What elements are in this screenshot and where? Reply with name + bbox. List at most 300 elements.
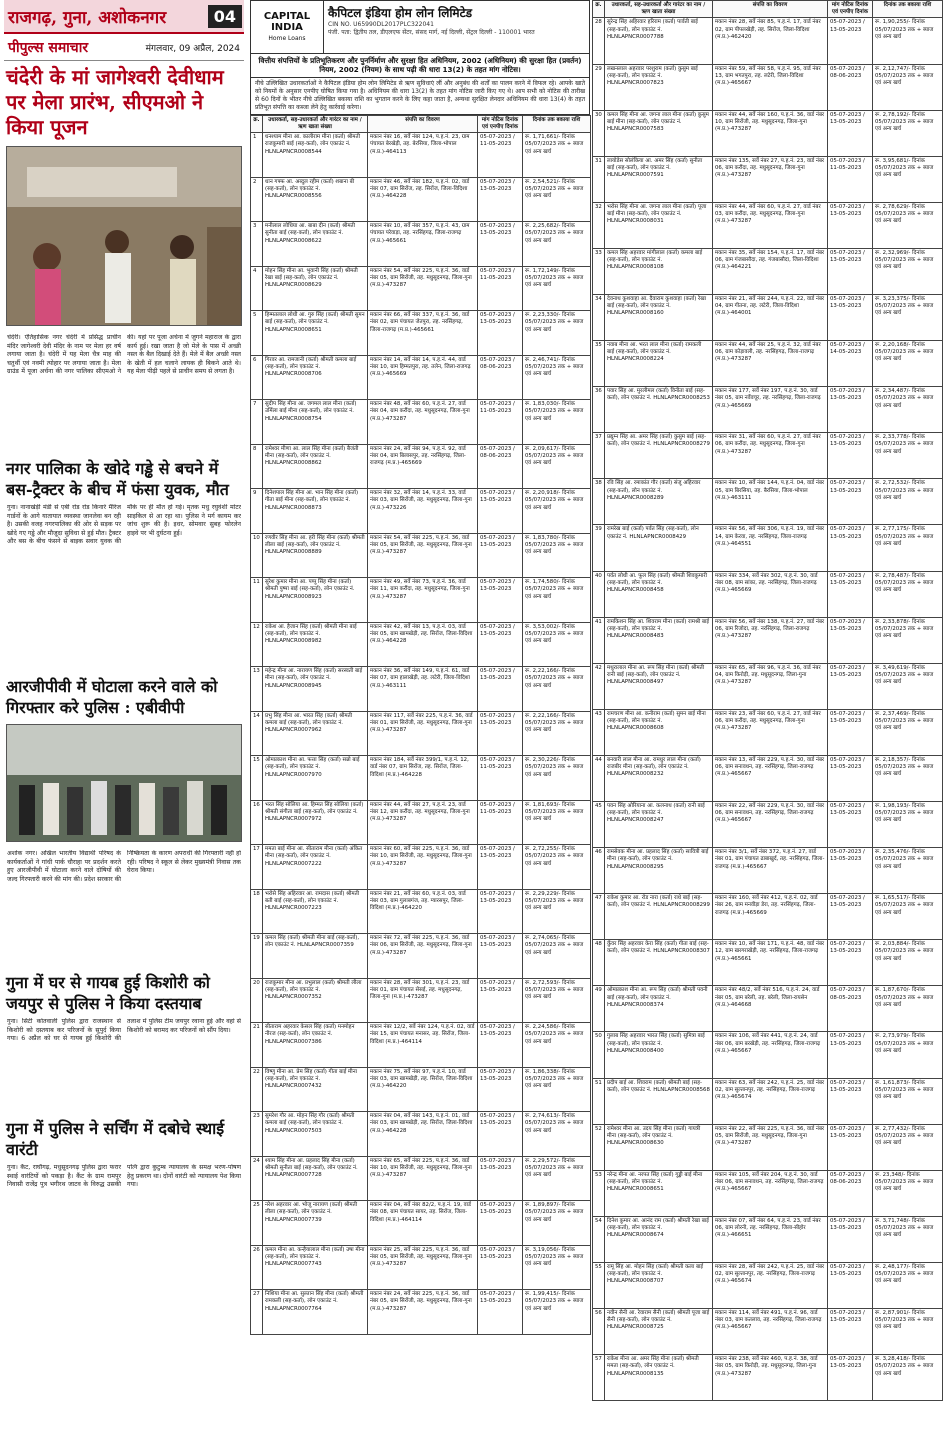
cell-amount: रू. 1,98,193/- दिनांक 05/07/2023 तक + ब्याज एवं अन्य खर्च bbox=[873, 802, 943, 848]
table-row bbox=[251, 889, 591, 934]
cell-dates: 05-07-2023 / 13-05-2023 bbox=[478, 177, 523, 222]
cell-dates: 05-07-2023 / 13-05-2023 bbox=[828, 571, 873, 617]
cell-serial: 41 bbox=[593, 617, 605, 663]
cell-dates: 05-07-2023 / 13-05-2023 bbox=[828, 248, 873, 294]
table-row bbox=[593, 18, 943, 64]
story1-headline: चंदेरी के मां जागेश्वरी देवीधाम पर मेला प्रारंभ, सीएमओ ने किया पूजन bbox=[6, 65, 224, 139]
cell-borrower: राकेश आ. हैजान सिंह (कर्ता) श्रीमती मीना बाई (सह-कर्ता), लोन एकाउंट नं. HLNLAPNCR0008982 bbox=[263, 622, 368, 667]
cell-amount: रू. 2,30,226/- दिनांक 05/07/2023 तक + ब्याज एवं अन्य खर्च bbox=[523, 756, 591, 801]
cell-property: मकान नंबर 21, सर्वे नंबर 244, प.ह.नं. 22, वार्ड नंबर 04, ग्राम गीतना, तह. लटेरी, जिला-विदिशा (म.प्र.)-464001 bbox=[713, 294, 828, 340]
story2-headline: नगर पालिका के खोदे गड्ढे से बचने में बस-ट्रैक्टर के बीच में फंसा युवक, मौत bbox=[6, 459, 229, 499]
cell-amount: रू. 23,348/- दिनांक 05/07/2023 तक + ब्याज एवं अन्य खर्च bbox=[873, 1170, 943, 1216]
cell-serial: 32 bbox=[593, 202, 605, 248]
table-row bbox=[593, 248, 943, 294]
cell-dates: 05-07-2023 / 13-05-2023 bbox=[828, 709, 873, 755]
cell-property: मकान नंबर 135, सर्वे नंबर 27, प.ह.नं. 23, वार्ड नंबर 06, ग्राम करौंदा, तह. मधुसूदनगढ़, जिला-गुना (म.प्र.)-473287 bbox=[713, 156, 828, 202]
story4-headline: गुना में घर से गायब हुई किशोरी को जयपुर से पुलिस ने किया दस्तयाब bbox=[6, 973, 210, 1013]
cell-amount: रू. 2,32,969/- दिनांक 05/07/2023 तक + ब्याज एवं अन्य खर्च bbox=[873, 248, 943, 294]
cell-borrower: हिम्मतलाल लोधी आ. गुरु सिंह (कर्ता) श्रीमती सुमन बाई (सह-कर्ता), लोन एकाउंट नं. HLNLAPNCR0008651 bbox=[263, 311, 368, 356]
cell-amount: रू. 1,65,517/- दिनांक 05/07/2023 तक + ब्याज एवं अन्य खर्च bbox=[873, 894, 943, 940]
cell-borrower: रामेश्वर मीना आ. उदय सिंह मीना (कर्ता) गायत्री मीना (सह-कर्ता), लोन एकाउंट नं. HLNLAPNCR0008630 bbox=[605, 1124, 713, 1170]
cell-amount: रू. 2,78,487/- दिनांक 05/07/2023 तक + ब्याज एवं अन्य खर्च bbox=[873, 571, 943, 617]
cell-serial: 31 bbox=[593, 156, 605, 202]
table-row bbox=[251, 711, 591, 756]
table-row bbox=[593, 894, 943, 940]
company-logo bbox=[251, 11, 323, 44]
cell-property: मकान नंबर 44, सर्वे नंबर 25, प.ह.नं. 32, वार्ड नंबर 06, ग्राम कोड़ावली, तह. नरसिंहगढ़, जिला-राजगढ़ (म.प्र.)-473287 bbox=[713, 341, 828, 387]
cell-dates: 05-07-2023 / 13-05-2023 bbox=[828, 894, 873, 940]
cell-property: मकान नंबर 56, सर्वे नंबर 138, प.ह.नं. 27, वार्ड नंबर 06, ग्राम रिजोदा, तह. नरसिंहगढ़, जिला-राजगढ़ (म.प्र.)-473287 bbox=[713, 617, 828, 663]
cell-property: मकान नंबर 117, सर्वे नंबर 225, प.ह.नं. 36, वार्ड नंबर 01, ग्राम सिरोंजी, तह. मधुसूदनगढ़, जिला-गुना (म.प्र.)-473287 bbox=[368, 711, 478, 756]
story2-body: गुना। नानाखेड़ी मंडी से एबी रोड रोड किनारे मैरिज गार्डनों के आगे यातायात व्यवस्था जानलेवा बन रही है। उसकी वजह नगरपालिका की ओर से सड़क पर खोदे गए गड्ढे और मौजूदा सुविधा से हुई मौत। ट्रैक्टर और बस के बीच फंसने से बाइक सवार युवक की मौके पर ही मौत हो गई। मृतक मधु रघुवंशी मोटर साइकिल से आ रहा था। पुलिस ने मर्ग कायम कर जांच शुरू की है। इधर, सोमवार सुबह फोरलेन हाइवे पर भी दुर्घटना हुई। bbox=[7, 504, 241, 546]
cell-serial: 10 bbox=[251, 533, 263, 578]
table-row bbox=[251, 133, 591, 178]
cell-dates: 05-07-2023 / 13-05-2023 bbox=[828, 1216, 873, 1262]
cell-serial: 8 bbox=[251, 444, 263, 489]
cell-borrower: ओमप्रकाश मीना आ. फत्ता सिंह (कर्ता) सन्नो बाई (सह-कर्ता), लोन एकाउंट नं. HLNLAPNCR0007970 bbox=[263, 756, 368, 801]
cell-serial: 43 bbox=[593, 709, 605, 755]
table-row bbox=[251, 845, 591, 890]
cell-dates: 05-07-2023 / 13-05-2023 bbox=[828, 940, 873, 986]
cell-amount: रू. 2,20,168/- दिनांक 05/07/2023 तक + ब्याज एवं अन्य खर्च bbox=[873, 341, 943, 387]
cell-serial: 53 bbox=[593, 1170, 605, 1216]
cell-amount: रू. 1,87,670/- दिनांक 05/07/2023 तक + ब्याज एवं अन्य खर्च bbox=[873, 986, 943, 1032]
cell-amount: रू. 1,86,338/- दिनांक 05/07/2023 तक + ब्याज एवं अन्य खर्च bbox=[523, 1067, 591, 1112]
cell-property: मकान नंबर 54, सर्वे नंबर 225, प.ह.नं. 36, वार्ड नंबर 05, ग्राम सिरोंजी, तह. मधुसूदनगढ़, जिला-गुना (म.प्र.)-473287 bbox=[368, 533, 478, 578]
cell-amount: रू. 2,22,166/- दिनांक 05/07/2023 तक + ब्याज एवं अन्य खर्च bbox=[523, 711, 591, 756]
cell-amount: रू. 2,37,469/- दिनांक 05/07/2023 तक + ब्याज एवं अन्य खर्च bbox=[873, 709, 943, 755]
cell-amount: रू. 1,90,255/- दिनांक 05/07/2023 तक + ब्याज एवं अन्य खर्च bbox=[873, 18, 943, 64]
table-row bbox=[593, 294, 943, 340]
table-row bbox=[251, 578, 591, 623]
story5-body: गुना। कैंट, राघौगढ़, मधुसूदनगढ़ पुलिस द्वारा फरार स्थाई वारंटियों को पकड़ा है। कैंट के ग्राम रामपुर निवासी राजेंद्र पुत्र भगीरथ जाटव के विरुद्ध उसकी पत्नि द्वारा कुटुम्ब न्यायालय के समक्ष भरण-पोषण हेतु प्रकरण था। दोनों वारंटी को न्यायालय पेश किया गया। bbox=[7, 1164, 241, 1189]
table-row bbox=[593, 617, 943, 663]
cell-amount: रू. 2,46,741/- दिनांक 05/07/2023 तक + ब्याज एवं अन्य खर्च bbox=[523, 355, 591, 400]
cell-amount: रू. 2,72,593/- दिनांक 05/07/2023 तक + ब्याज एवं अन्य खर्च bbox=[523, 978, 591, 1023]
cell-borrower: गुलाब सिंह अहरवार भारत सिंह (कर्ता) सुमित्रा बाई (सह-कर्ता), लोन एकाउंट नं. HLNLAPNCR0008400 bbox=[605, 1032, 713, 1078]
cell-property: मकान नंबर 24, सर्वे नंबर 94, प.ह.नं. 92, वार्ड नंबर 04, ग्राम बिलासपुर, तह. नरसिंहगढ़, जिला-राजगढ़ (म.प्र.)-465669 bbox=[368, 444, 478, 489]
cell-serial: 47 bbox=[593, 894, 605, 940]
table-row bbox=[593, 709, 943, 755]
cell-borrower: राकेश कुमार आ. रोड नारा (कर्ता) राधे बाई (सह-कर्ता), लोन एकाउंट नं. HLNLAPNCR0008299 bbox=[605, 894, 713, 940]
cell-amount: रू. 3,53,002/- दिनांक 05/07/2023 तक + ब्याज एवं अन्य खर्च bbox=[523, 622, 591, 667]
table-row bbox=[251, 1245, 591, 1290]
cell-amount: रू. 3,49,619/- दिनांक 05/07/2023 तक + ब्याज एवं अन्य खर्च bbox=[873, 663, 943, 709]
cell-amount: रू. 2,74,613/- दिनांक 05/07/2023 तक + ब्याज एवं अन्य खर्च bbox=[523, 1112, 591, 1157]
cell-amount: रू. 2,23,330/- दिनांक 05/07/2023 तक + ब्याज एवं अन्य खर्च bbox=[523, 311, 591, 356]
cell-property: मकान नंबर 44, सर्वे नंबर 60, प.ह.नं. 27, वार्ड नंबर 03, ग्राम करौंदा, तह. मधुसूदनगढ़, जिला-गुना (म.प्र.)-473287 bbox=[713, 202, 828, 248]
cell-property: मकान नंबर 12/2, सर्वे नंबर 124, प.ह.नं. 02, वार्ड नंबर 15, ग्राम पंचायत मनासर, तह. सिरोंज, जिला-विदिशा (म.प्र.)-464114 bbox=[368, 1023, 478, 1068]
cell-serial: 4 bbox=[251, 266, 263, 311]
cell-property: मकान नंबर 3/1, सर्वे नंबर 372, प.ह.नं. 27, वार्ड नंबर 01, ग्राम पंचायत ढाबाखुर्द, तह. नरसिंहगढ़, जिला-राजगढ़ (म.प्र.)-465667 bbox=[713, 848, 828, 894]
table-row bbox=[251, 1023, 591, 1068]
col-header-no: क्र. bbox=[593, 1, 605, 18]
cell-serial: 35 bbox=[593, 341, 605, 387]
protest-photo bbox=[6, 724, 242, 842]
cell-borrower: मोहन सिंह मीना आ. भुवानी सिंह (कर्ता) श्रीमती रेखा बाई (सह-कर्ता), लोन एकाउंट नं. HLNLAPNCR0008629 bbox=[263, 266, 368, 311]
table-row bbox=[593, 156, 943, 202]
cell-serial: 57 bbox=[593, 1355, 605, 1401]
logo-subtext: Home Loans bbox=[268, 34, 306, 42]
table-row bbox=[593, 571, 943, 617]
cell-serial: 39 bbox=[593, 525, 605, 571]
table-row bbox=[593, 1032, 943, 1078]
cell-borrower: कमल सिंह अहरवार मांगीलाल (कर्ता) कमला बाई (सह-कर्ता), लोन एकाउंट नं. HLNLAPNCR0008108 bbox=[605, 248, 713, 294]
cell-amount: रू. 2,20,918/- दिनांक 05/07/2023 तक + ब्याज एवं अन्य खर्च bbox=[523, 489, 591, 534]
cell-dates: 05-07-2023 / 13-05-2023 bbox=[478, 222, 523, 267]
cell-dates: 05-07-2023 / 08-05-2023 bbox=[828, 986, 873, 1032]
cell-property: मकान नंबर 25, सर्वे नंबर 225, प.ह.नं. 36, वार्ड नंबर 05, ग्राम सिरोंजी, तह. मधुसूदनगढ़, जिला-गुना (म.प्र.)-473287 bbox=[368, 1245, 478, 1290]
table-row bbox=[251, 756, 591, 801]
cell-amount: रू. 3,95,681/- दिनांक 05/07/2023 तक + ब्याज एवं अन्य खर्च bbox=[873, 156, 943, 202]
table-row bbox=[593, 940, 943, 986]
cell-serial: 6 bbox=[251, 355, 263, 400]
cell-borrower: राजकुमार मीना आ. प्रभुलाल (कर्ता) श्रीमती लीला (सह-कर्ता), लोन एकाउंट नं. HLNLAPNCR0007352 bbox=[263, 978, 368, 1023]
cell-serial: 29 bbox=[593, 64, 605, 110]
cell-dates: 05-07-2023 / 13-05-2023 bbox=[478, 1201, 523, 1246]
cell-dates: 05-07-2023 / 13-05-2023 bbox=[828, 294, 873, 340]
table-row bbox=[251, 355, 591, 400]
cell-borrower: रामकिशन सिंह आ. शिवराम मीना (कर्ता) रामश्री बाई (सह-कर्ता), लोन एकाउंट नं. HLNLAPNCR0008483 bbox=[605, 617, 713, 663]
cell-amount: रू. 2,48,177/- दिनांक 05/07/2023 तक + ब्याज एवं अन्य खर्च bbox=[873, 1262, 943, 1308]
cell-amount: रू. 2,12,747/- दिनांक 05/07/2023 तक + ब्याज एवं अन्य खर्च bbox=[873, 64, 943, 110]
table-row bbox=[251, 1156, 591, 1201]
date-line: मंगलवार, 09 अप्रैल, 2024 bbox=[145, 43, 240, 54]
cell-serial: 36 bbox=[593, 387, 605, 433]
table-row bbox=[251, 311, 591, 356]
cell-amount: रू. 3,71,748/- दिनांक 05/07/2023 तक + ब्याज एवं अन्य खर्च bbox=[873, 1216, 943, 1262]
cell-dates: 05-07-2023 / 13-05-2023 bbox=[828, 387, 873, 433]
cell-borrower: मनीलाल लोधिया आ. बाबा दीन (कर्ता) श्रीमती सुनीता बाई (सह-कर्ता), लोन एकाउंट नं. HLNLAPNCR0008622 bbox=[263, 222, 368, 267]
cell-serial: 49 bbox=[593, 986, 605, 1032]
cell-borrower: ओमप्रकाश मीना आ. रूप सिंह (कर्ता) श्रीमती पवनी बाई (सह-कर्ता), लोन एकाउंट नं. HLNLAPNCR0008374 bbox=[605, 986, 713, 1032]
table-row bbox=[251, 1290, 591, 1335]
cell-serial: 30 bbox=[593, 110, 605, 156]
cell-borrower: प्रदीप बाई आ. शिवराम (कर्ता) श्रीमती बाई (सह-कर्ता), लोन एकाउंट नं. HLNLAPNCR0008568 bbox=[605, 1078, 713, 1124]
cell-property: मकान नंबर 75, सर्वे नंबर 97, प.ह.नं. 10, वार्ड नंबर 03, ग्राम खामखेड़ी, तह. सिरोंज, जिला-विदिशा (म.प्र.)-464220 bbox=[368, 1067, 478, 1112]
region-title: राजगढ़, गुना, अशोकनगर bbox=[8, 7, 167, 28]
cell-amount: रू. 1,74,580/- दिनांक 05/07/2023 तक + ब्याज एवं अन्य खर्च bbox=[523, 578, 591, 623]
story4-body: गुना। सिटी कोतवाली पुलिस द्वारा राजस्थान से किशोरी को दस्तयाब कर परिजनों के सुपुर्द किया गया। 6 अप्रैल को घर से गायब हुई किशोरी की तलाश में पुलिस टीम जयपुर रवाना हुई और वहां से किशोरी को बरामद कर परिजनों को सौंप दिया। bbox=[7, 1018, 241, 1043]
cell-borrower: नरेश अहरवार आ. भोजू नारायण (कर्ता) श्रीमती लीला (सह-कर्ता), लोन एकाउंट नं. HLNLAPNCR0007739 bbox=[263, 1201, 368, 1246]
cell-property: मकान नंबर 28, सर्वे नंबर 242, प.ह.नं. 25, वार्ड नंबर 02, ग्राम सुल्तानपुर, तह. नरसिंहगढ़, जिला-राजगढ़ (म.प्र.)-465674 bbox=[713, 1262, 828, 1308]
cell-serial: 11 bbox=[251, 578, 263, 623]
table-row bbox=[593, 341, 943, 387]
masthead bbox=[4, 34, 244, 61]
table-row bbox=[251, 533, 591, 578]
cell-property: मकान नंबर 35, सर्वे नंबर 154, प.ह.नं. 17, वार्ड नंबर 06, ग्राम गंजबासौदा, तह. गंजबासौदा, जिला-विदिशा (म.प्र.)-464221 bbox=[713, 248, 828, 294]
cell-dates: 05-07-2023 / 13-05-2023 bbox=[828, 755, 873, 801]
table-row bbox=[251, 1112, 591, 1157]
cell-property: मकान नंबर 48, सर्वे नंबर 60, प.ह.नं. 27, वार्ड नंबर 04, ग्राम करौंदा, तह. मधुसूदनगढ़, जिला-गुना (म.प्र.)-473287 bbox=[368, 400, 478, 445]
cell-property: मकान नंबर 59, सर्वे नंबर 58, प.ह.नं. 95, वार्ड नंबर 13, ग्राम भगतपुरा, तह. लटेरी, जिला-विदिशा (म.प्र.)-465667 bbox=[713, 64, 828, 110]
cell-borrower: निशिया मीना आ. सुल्तान सिंह मीना (कर्ता) श्रीमती रामकली (सह-कर्ता), लोन एकाउंट नं. HLNLAPNCR0007764 bbox=[263, 1290, 368, 1335]
table-row bbox=[251, 1067, 591, 1112]
cell-property: मकान नंबर 23, सर्वे नंबर 60, प.ह.नं. 27, वार्ड नंबर 06, ग्राम करौंदा, तह. मधुसूदनगढ़, जिला-गुना (म.प्र.)-473287 bbox=[713, 709, 828, 755]
cell-dates: 05-07-2023 / 08-06-2023 bbox=[478, 444, 523, 489]
cell-dates: 05-07-2023 / 13-05-2023 bbox=[828, 663, 873, 709]
cell-serial: 24 bbox=[251, 1156, 263, 1201]
cell-serial: 25 bbox=[251, 1201, 263, 1246]
table-row bbox=[251, 800, 591, 845]
notice-header bbox=[250, 0, 590, 115]
cell-property: मकान नंबर 07, सर्वे नंबर 64, प.ह.नं. 23, वार्ड नंबर 06, ग्राम लोरनी, तह. नरसिंहगढ़, जिला-सीहोर (म.प्र.)-466651 bbox=[713, 1216, 828, 1262]
cell-dates: 05-07-2023 / 13-05-2023 bbox=[478, 622, 523, 667]
cell-borrower: पवन सिंह ओरियाना आ. कलनाथ (कर्ता) रानी बाई (सह-कर्ता), लोन एकाउंट नं. HLNLAPNCR0008247 bbox=[605, 802, 713, 848]
notice-continuation bbox=[592, 0, 942, 1401]
cell-borrower: नवाब मीना आ. भरत लाल मीना (कर्ता) रामकली बाई (सह-कर्ता), लोन एकाउंट नं. HLNLAPNCR0008224 bbox=[605, 341, 713, 387]
cell-property: मकान नंबर 10, सर्वे नंबर 171, प.ह.नं. 48, वार्ड नंबर 12, ग्राम खरगराखेड़ी, तह. नरसिंहगढ़, जिला-राजगढ़ (म.प्र.)-465661 bbox=[713, 940, 828, 986]
cell-property: मकान नंबर 32, सर्वे नंबर 14, प.ह.नं. 33, वार्ड नंबर 03, ग्राम सिरोंजी, तह. मधुसूदनगढ़, जिला-गुना (म.प्र.)-473226 bbox=[368, 489, 478, 534]
cell-dates: 05-07-2023 / 13-05-2023 bbox=[828, 433, 873, 479]
cell-amount: रू. 2,72,532/- दिनांक 05/07/2023 तक + ब्याज एवं अन्य खर्च bbox=[873, 479, 943, 525]
table-row bbox=[593, 433, 943, 479]
notice-intro: नीचे उल्लिखित उधारकर्ताओं ने कैपिटल इंडिया होम लोन लिमिटेड से ऋण सुविधाएं लीं और अनुबंध की शर्तों का पालन करने में विफल रहे। आपके खाते को नियमों के अनुसार एनपीए घोषित किया गया है। अधिनियम की धारा 13(2) के तहत मांग नोटिस जारी किए गए थे। आप सभी को नोटिस की तारीख से 60 दिनों के भीतर नीचे उल्लिखित बकाया राशि का भुगतान करने के लिए कहा जाता है, अन्यथा सुरक्षित लेनदार अधिनियम की धारा 13(4) के तहत प्रतिभूत संपत्ति का कब्जा लेने हेतु कार्रवाई करेगा। bbox=[255, 79, 585, 111]
cell-dates: 05-07-2023 / 08-06-2023 bbox=[828, 1170, 873, 1216]
cell-serial: 16 bbox=[251, 800, 263, 845]
cell-amount: रू. 1,61,873/- दिनांक 05/07/2023 तक + ब्याज एवं अन्य खर्च bbox=[873, 1078, 943, 1124]
logo-text: CAPITAL INDIA bbox=[263, 10, 311, 33]
cell-serial: 38 bbox=[593, 479, 605, 525]
table-row bbox=[251, 1201, 591, 1246]
cell-borrower: दिनेश कुमार आ. आनंद राम (कर्ता) श्रीमती रेखा बाई (सह-कर्ता), लोन एकाउंट नं. HLNLAPNCR0008674 bbox=[605, 1216, 713, 1262]
cell-property: मकान नंबर 16, सर्वे नंबर 124, प.ह.नं. 23, ग्राम पंचायत बेरखेड़ी, तह. बेरसिया, जिला-भोपाल (म.प्र.)-464113 bbox=[368, 133, 478, 178]
cell-amount: रू. 2,34,487/- दिनांक 05/07/2023 तक + ब्याज एवं अन्य खर्च bbox=[873, 387, 943, 433]
cell-borrower: बनवारी लाल मीना आ. रामधुर लाल मीना (कर्ता) राजबीर मीना (सह-कर्ता), लोन एकाउंट नं. HLNLAPNCR0008232 bbox=[605, 755, 713, 801]
cell-borrower: रामसेवक मीना आ. प्रहलाद सिंह (कर्ता) सावित्री बाई मीना (सह-कर्ता), लोन एकाउंट नं. HLNLAPNCR0008295 bbox=[605, 848, 713, 894]
cell-amount: रू. 1,99,415/- दिनांक 05/07/2023 तक + ब्याज एवं अन्य खर्च bbox=[523, 1290, 591, 1335]
cell-borrower: देवनाथ कुशवाहा आ. दैवाराम कुशवाहा (कर्ता) रेखा बाई (सह-कर्ता), लोन एकाउंट नं. HLNLAPNCR0008160 bbox=[605, 294, 713, 340]
cell-dates: 05-07-2023 / 13-05-2023 bbox=[478, 889, 523, 934]
table-row bbox=[251, 667, 591, 712]
cell-amount: रू. 1,89,897/- दिनांक 05/07/2023 तक + ब्याज एवं अन्य खर्च bbox=[523, 1201, 591, 1246]
cell-dates: 05-07-2023 / 13-05-2023 bbox=[828, 802, 873, 848]
cell-property: मकान नंबर 04, सर्वे नंबर 82/2, प.ह.नं. 19, वार्ड नंबर 08, ग्राम पंचायत सायर, तह. सिरोंज, जिला-विदिशा (म.प्र.)-464114 bbox=[368, 1201, 478, 1246]
cell-property: मकान नंबर 48/2, सर्वे नंबर 516, प.ह.नं. 24, वार्ड नंबर 05, ग्राम बरेली, तह. बरेली, जिला-रायसेन (म.प्र.)-464668 bbox=[713, 986, 828, 1032]
cell-serial: 7 bbox=[251, 400, 263, 445]
cell-dates: 05-07-2023 / 13-05-2023 bbox=[828, 1262, 873, 1308]
cell-borrower: प्रद्युम्न सिंह आ. अमर सिंह (कर्ता) कुसुम बाई (सह-कर्ता), लोन एकाउंट नं. HLNLAPNCR0008279 bbox=[605, 433, 713, 479]
cell-amount: रू. 2,18,357/- दिनांक 05/07/2023 तक + ब्याज एवं अन्य खर्च bbox=[873, 755, 943, 801]
cell-dates: 05-07-2023 / 13-05-2023 bbox=[478, 1156, 523, 1201]
cell-property: मकान नंबर 238, सर्वे नंबर 460, प.ह.नं. 38, वार्ड नंबर 05, ग्राम किरोड़ी, तह. मधुसूदनगढ़, जिला-गुना (म.प्र.)-473287 bbox=[713, 1355, 828, 1401]
cell-amount: रू. 1,83,030/- दिनांक 05/07/2023 तक + ब्याज एवं अन्य खर्च bbox=[523, 400, 591, 445]
cell-amount: रू. 2,54,521/- दिनांक 05/07/2023 तक + ब्याज एवं अन्य खर्च bbox=[523, 177, 591, 222]
notice-block bbox=[250, 0, 590, 1335]
cell-amount: रू. 2,24,586/- दिनांक 05/07/2023 तक + ब्याज एवं अन्य खर्च bbox=[523, 1023, 591, 1068]
cell-amount: रू. 2,29,229/- दिनांक 05/07/2023 तक + ब्याज एवं अन्य खर्च bbox=[523, 889, 591, 934]
cell-property: मकान नंबर 63, सर्वे नंबर 242, प.ह.नं. 25, वार्ड नंबर 02, ग्राम सुल्तानपुर, तह. नरसिंहगढ़, जिला-राजगढ़ (म.प्र.)-465674 bbox=[713, 1078, 828, 1124]
table-row bbox=[593, 110, 943, 156]
table-row bbox=[251, 934, 591, 979]
table-row bbox=[251, 400, 591, 445]
cell-amount: रू. 2,78,192/- दिनांक 05/07/2023 तक + ब्याज एवं अन्य खर्च bbox=[873, 110, 943, 156]
cell-borrower: प्रभु सिंह मीना आ. भारत सिंह (कर्ता) श्रीमती कमला बाई (सह-कर्ता), लोन एकाउंट नं. HLNLAPNCR0007962 bbox=[263, 711, 368, 756]
cell-property: मकान नंबर 56, सर्वे नंबर 306, प.ह.नं. 19, वार्ड नंबर 14, ग्राम केरवा, तह. नरसिंहगढ़, जिला-राजगढ़ (म.प्र.)-464551 bbox=[713, 525, 828, 571]
story1-body: चंदेरी। ऐतिहासिक नगर चंदेरी में प्रसिद्ध प्राचीन मंदिर जागेश्वरी देवी मंदिर के नाम पर मेला हर वर्ष लगाया जाता है। चंदेरी में यह मेला चैत्र माह की चतुर्थी एवं नवमी त्योहार पर लगाया जाता है। मेला ग्राउंड में पूजा अर्चना की नगर पालिका सीएमओ ने की। यहां पर पूजा अर्चना में जुगने महाराज के द्वारा कार्य हुई। रखा जाता है जो मेले के पास में अच्छी नस्ल के बैल दिखाई देते हैं। मेले में बैल अच्छी नस्ल के खेती में हल चलाने लायक ही बिकने आते थे। यह मेला पीढ़ी पहले से प्राचीन समय से लगता है। bbox=[7, 334, 241, 376]
cell-amount: रू. 1,72,149/- दिनांक 05/07/2023 तक + ब्याज एवं अन्य खर्च bbox=[523, 266, 591, 311]
cell-serial: 13 bbox=[251, 667, 263, 712]
cell-amount: रू. 2,35,476/- दिनांक 05/07/2023 तक + ब्याज एवं अन्य खर्च bbox=[873, 848, 943, 894]
cell-property: मकान नंबर 28, सर्वे नंबर 301, प.ह.नं. 23, वार्ड नंबर 01, ग्राम पंचायत सेसई, तह. मधुसूदनगढ़, जिला-गुना (म.प्र.)-473287 bbox=[368, 978, 478, 1023]
cell-amount: रू. 2,87,901/- दिनांक 05/07/2023 तक + ब्याज एवं अन्य खर्च bbox=[873, 1309, 943, 1355]
table-row bbox=[251, 489, 591, 534]
cell-property: मकान नंबर 10, सर्वे नंबर 357, प.ह.नं. 43, ग्राम पंचायत परेवाड़ा, तह. नरसिंहगढ़, जिला-राजगढ़ (म.प्र.)-465661 bbox=[368, 222, 478, 267]
table-row bbox=[593, 1309, 943, 1355]
cell-serial: 40 bbox=[593, 571, 605, 617]
cell-serial: 42 bbox=[593, 663, 605, 709]
cell-serial: 21 bbox=[251, 1023, 263, 1068]
cell-borrower: भरोसे सिंह अहिरवार आ. रामदास (कर्ता) श्रीमती बती बाई (सह-कर्ता), लोन एकाउंट नं. HLNLAPNCR0007223 bbox=[263, 889, 368, 934]
cell-serial: 27 bbox=[251, 1290, 263, 1335]
cell-dates: 05-07-2023 / 13-05-2023 bbox=[478, 1067, 523, 1112]
cell-serial: 23 bbox=[251, 1112, 263, 1157]
cell-property: मकान नंबर 114, सर्वे नंबर 491, प.ह.नं. 96, वार्ड नंबर 03, ग्राम कतलाव, तह. नरसिंहगढ़, जिला-राजगढ़ (म.प्र.)-465667 bbox=[713, 1309, 828, 1355]
cell-borrower: रवि सिंह आ. रमाकांत गौर (कर्ता) संजू अहिरवार (सह-कर्ता), लोन एकाउंट नं. HLNLAPNCR0008289 bbox=[605, 479, 713, 525]
col-header-no: क्र. bbox=[251, 115, 263, 132]
cell-amount: रू. 2,09,617/- दिनांक 05/07/2023 तक + ब्याज एवं अन्य खर्च bbox=[523, 444, 591, 489]
cell-borrower: धनश्याम मीना आ. कालीराम मीना (कर्ता) श्रीमती राजकुमारी बाई (सह-कर्ता), लोन एकाउंट नं. HLNLAPNCR0008544 bbox=[263, 133, 368, 178]
cell-dates: 05-07-2023 / 08-06-2023 bbox=[828, 64, 873, 110]
cell-dates: 05-07-2023 / 13-05-2023 bbox=[478, 1112, 523, 1157]
cell-amount: रू. 2,73,979/- दिनांक 05/07/2023 तक + ब्याज एवं अन्य खर्च bbox=[873, 1032, 943, 1078]
cell-serial: 26 bbox=[251, 1245, 263, 1290]
story5-headline: गुना में पुलिस ने सर्चिंग में दबोचे स्थाई वारंटी bbox=[6, 1119, 225, 1159]
cell-serial: 44 bbox=[593, 755, 605, 801]
col-header-property: संपत्ति का विवरण bbox=[713, 1, 828, 18]
cell-property: मकान नंबर 54, सर्वे नंबर 225, प.ह.नं. 36, वार्ड नंबर 05, ग्राम सिरोंजी, तह. मधुसूदनगढ़, जिला-गुना (म.प्र.)-473287 bbox=[368, 266, 478, 311]
fair-photo bbox=[6, 146, 242, 326]
notice-title: वित्तीय संपत्तियों के प्रतिभूतिकरण और पुनर्निर्माण और सुरक्षा हित अधिनियम, 2002 (अधिनियम) की सुरक्षा हित (प्रवर्तन) नियम, 2002 (नियम) के साथ पढ़ी की धारा 13(2) के तहत मांग नोटिस। bbox=[251, 54, 589, 78]
cell-dates: 05-07-2023 / 13-05-2023 bbox=[828, 18, 873, 64]
cell-dates: 05-07-2023 / 11-05-2023 bbox=[478, 133, 523, 178]
table-row bbox=[593, 64, 943, 110]
cell-dates: 05-07-2023 / 13-05-2023 bbox=[828, 617, 873, 663]
cell-property: मकान नंबर 44, सर्वे नंबर 27, प.ह.नं. 23, वार्ड नंबर 12, ग्राम करौंदा, तह. मधुसूदनगढ़, जिला-गुना (म.प्र.)-473287 bbox=[368, 800, 478, 845]
cell-serial: 3 bbox=[251, 222, 263, 267]
cell-amount: रू. 3,28,418/- दिनांक 05/07/2023 तक + ब्याज एवं अन्य खर्च bbox=[873, 1355, 943, 1401]
cell-dates: 05-07-2023 / 13-05-2023 bbox=[478, 1290, 523, 1335]
table-row bbox=[593, 479, 943, 525]
cell-amount: रू. 2,78,629/- दिनांक 05/07/2023 तक + ब्याज एवं अन्य खर्च bbox=[873, 202, 943, 248]
cell-dates: 05-07-2023 / 13-05-2023 bbox=[478, 667, 523, 712]
cell-serial: 52 bbox=[593, 1124, 605, 1170]
cell-borrower: भरोस सिंह मीना आ. जगना लाल मीना (कर्ता) पूजा बाई मीना (सह-कर्ता), लोन एकाउंट नं. HLNLAPNCR0008031 bbox=[605, 202, 713, 248]
cell-amount: रू. 2,03,884/- दिनांक 05/07/2023 तक + ब्याज एवं अन्य खर्च bbox=[873, 940, 943, 986]
cell-borrower: सीताराम अहरवार केसल सिंह (कर्ता) मनमोहन नीरज (सह-कर्ता), लोन एकाउंट नं. HLNLAPNCR0007386 bbox=[263, 1023, 368, 1068]
paper-name: पीपुल्स समाचार bbox=[8, 39, 89, 56]
col-header-dates: मांग नोटिस दिनांक एवं एनपीए दिनांक bbox=[478, 115, 523, 132]
table-row bbox=[251, 444, 591, 489]
cell-property: मकान नंबर 22, सर्वे नंबर 225, प.ह.नं. 36, वार्ड नंबर 05, ग्राम सिरोंजी, तह. मधुसूदनगढ़, जिला-गुना (म.प्र.)-473287 bbox=[713, 1124, 828, 1170]
cell-borrower: पवार सिंह आ. मुरलीमल (कर्ता) विनीता बाई (सह-कर्ता), लोन एकाउंट नं. HLNLAPNCR0008253 bbox=[605, 387, 713, 433]
cell-amount: रू. 2,72,255/- दिनांक 05/07/2023 तक + ब्याज एवं अन्य खर्च bbox=[523, 845, 591, 890]
col-header-dates: मांग नोटिस दिनांक एवं एनपीए दिनांक bbox=[828, 1, 873, 18]
table-row bbox=[593, 202, 943, 248]
table-row bbox=[251, 266, 591, 311]
cell-amount: रू. 1,81,693/- दिनांक 05/07/2023 तक + ब्याज एवं अन्य खर्च bbox=[523, 800, 591, 845]
cell-dates: 05-07-2023 / 13-05-2023 bbox=[478, 1245, 523, 1290]
cell-amount: रू. 2,33,778/- दिनांक 05/07/2023 तक + ब्याज एवं अन्य खर्च bbox=[873, 433, 943, 479]
cell-borrower: श्याम सिंह मीना आ. प्रहलाद सिंह मीना (कर्ता) श्रीमती सुनीता बाई (सह-कर्ता), लोन एकाउंट नं. HLNLAPNCR0007728 bbox=[263, 1156, 368, 1201]
cell-dates: 05-07-2023 / 13-05-2023 bbox=[828, 1124, 873, 1170]
cell-dates: 05-07-2023 / 11-05-2023 bbox=[828, 156, 873, 202]
cell-property: मकान नंबर 177, सर्वे नंबर 197, प.ह.नं. 30, वार्ड नंबर 05, ग्राम नर्वेवचूर, तह. नरसिंहगढ़, जिला-राजगढ़ (म.प्र.)-465669 bbox=[713, 387, 828, 433]
cell-property: मकान नंबर 72, सर्वे नंबर 225, प.ह.नं. 36, वार्ड नंबर 06, ग्राम सिरोंजी, तह. मधुसूदनगढ़, जिला-गुना (म.प्र.)-473287 bbox=[368, 934, 478, 979]
cell-property: मकान नंबर 65, सर्वे नंबर 225, प.ह.नं. 36, वार्ड नंबर 10, ग्राम सिरोंजी, तह. मधुसूदनगढ़, जिला-गुना (म.प्र.)-473287 bbox=[368, 1156, 478, 1201]
cell-borrower: राकेश मीना आ. अमर सिंह मीना (कर्ता) श्रीमती ममता (सह-कर्ता), लोन एकाउंट नं. HLNLAPNCR0008135 bbox=[605, 1355, 713, 1401]
cell-borrower: सुमरेश गौर आ. मोहन सिंह गौर (कर्ता) श्रीमती कमला बाई (सह-कर्ता), लोन एकाउंट नं. HLNLAPNCR0007503 bbox=[263, 1112, 368, 1157]
story3-headline: आरजीपीवी में घोटाला करने वाले को गिरफ्तार करे पुलिस : एबीवीपी bbox=[6, 677, 218, 717]
company-name: कैपिटल इंडिया होम लोन लिमिटेड bbox=[328, 6, 473, 20]
table-row bbox=[251, 177, 591, 222]
region-band bbox=[4, 0, 244, 34]
table-row bbox=[593, 1078, 943, 1124]
news-column bbox=[4, 0, 244, 1445]
table-row bbox=[251, 978, 591, 1023]
col-header-property: संपत्ति का विवरण bbox=[368, 115, 478, 132]
cell-property: मकान नंबर 21, सर्वे नंबर 60, प.ह.नं. 03, वार्ड नंबर 03, ग्राम गुलाबगंज, तह. ग्यारसपुर, जिला-विदिशा (म.प्र.)-464220 bbox=[368, 889, 478, 934]
cell-borrower: सुदीप सिंह मीना आ. जगमल लाल मीना (कर्ता) उर्मिला बाई मीना (सह-कर्ता), लोन एकाउंट नं. HLNLAPNCR0008754 bbox=[263, 400, 368, 445]
cell-dates: 05-07-2023 / 13-05-2023 bbox=[828, 1032, 873, 1078]
cell-borrower: ममता बाई मीना आ. सीताराम मीना (कर्ता) अंकित मीना (सह-कर्ता), लोन एकाउंट नं. HLNLAPNCR0007222 bbox=[263, 845, 368, 890]
cell-property: मकान नंबर 22, सर्वे नंबर 229, प.ह.नं. 30, वार्ड नंबर 06, ग्राम सनावधन, तह. नरसिंहगढ़, जिला-राजगढ़ (म.प्र.)-465667 bbox=[713, 802, 828, 848]
col-header-name: उधारकर्ता, सह-उधारकर्ता और गारंटर का नाम / ऋण खाता संख्या bbox=[605, 1, 713, 18]
cell-borrower: दिनेशपाल सिंह मीना आ. भान सिंह मीना (कर्ता) गीता बाई मीना (सह-कर्ता), लोन एकाउंट नं. HLNLAPNCR0008873 bbox=[263, 489, 368, 534]
cell-borrower: भरत सिंह सोलिया आ. हिम्मत सिंह सोलिया (कर्ता) श्रीमती संगीता बाई (सह-कर्ता), लोन एकाउंट नं. HLNLAPNCR0007972 bbox=[263, 800, 368, 845]
cell-borrower: कुँवर सिंह अहरवार केरा सिंह (कर्ता) गीता बाई (सह-कर्ता), लोन एकाउंट नं. HLNLAPNCR0008307 bbox=[605, 940, 713, 986]
cell-serial: 2 bbox=[251, 177, 263, 222]
demand-table-right bbox=[592, 0, 943, 1401]
cell-serial: 1 bbox=[251, 133, 263, 178]
cell-serial: 15 bbox=[251, 756, 263, 801]
table-row bbox=[593, 1216, 943, 1262]
company-cin: CIN NO. U65990DL2017PLC322041 bbox=[328, 21, 434, 28]
cell-amount: रू. 1,83,780/- दिनांक 05/07/2023 तक + ब्याज एवं अन्य खर्च bbox=[523, 533, 591, 578]
cell-serial: 56 bbox=[593, 1309, 605, 1355]
cell-serial: 19 bbox=[251, 934, 263, 979]
cell-dates: 05-07-2023 / 13-05-2023 bbox=[478, 489, 523, 534]
table-row bbox=[251, 622, 591, 667]
cell-serial: 55 bbox=[593, 1262, 605, 1308]
cell-dates: 05-07-2023 / 13-05-2023 bbox=[828, 1309, 873, 1355]
cell-serial: 28 bbox=[593, 18, 605, 64]
cell-borrower: विष्णु मीना आ. प्रेम सिंह (कर्ता) गीता बाई मीना (सह-कर्ता), लोन एकाउंट नं. HLNLAPNCR0007432 bbox=[263, 1067, 368, 1112]
cell-borrower: कमल मीना आ. कन्हैयालाल मीना (कर्ता) उषा मीना (सह-कर्ता), लोन एकाउंट नं. HLNLAPNCR0007743 bbox=[263, 1245, 368, 1290]
cell-borrower: लखनलाल अहरवार परशुराम (कर्ता) कुसुम बाई (सह-कर्ता), लोन एकाउंट नं. HLNLAPNCR0007823 bbox=[605, 64, 713, 110]
cell-borrower: गिरवर आ. रामजानी (कर्ता) श्रीमती कमला बाई (सह-कर्ता), लोन एकाउंट नं. HLNLAPNCR0008706 bbox=[263, 355, 368, 400]
cell-dates: 05-07-2023 / 13-05-2023 bbox=[478, 578, 523, 623]
cell-property: मकान नंबर 10, सर्वे नंबर 144, प.ह.नं. 04, वार्ड नंबर 05, ग्राम बिरसिया, तह. बैरसिया, जिला-भोपाल (म.प्र.)-463111 bbox=[713, 479, 828, 525]
cell-borrower: धान गफ्फ आ. अब्दुल रहीम (कर्ता) शबाना बी (सह-कर्ता), लोन एकाउंट नं. HLNLAPNCR0008556 bbox=[263, 177, 368, 222]
table-row bbox=[593, 1124, 943, 1170]
cell-property: मकान नंबर 14, सर्वे नंबर 14, प.ह.नं. 44, वार्ड नंबर 10, ग्राम हिम्मतपुरा, तह. तलेन, जिला-राजगढ़ (म.प्र.)-465669 bbox=[368, 355, 478, 400]
cell-dates: 05-07-2023 / 11-05-2023 bbox=[478, 266, 523, 311]
cell-property: मकान नंबर 334, सर्वे नंबर 302, प.ह.नं. 30, वार्ड नंबर 08, ग्राम सांका, तह. नरसिंहगढ़, जिला-राजगढ़ (म.प्र.)-465669 bbox=[713, 571, 828, 617]
cell-serial: 17 bbox=[251, 845, 263, 890]
cell-dates: 05-07-2023 / 13-05-2023 bbox=[828, 202, 873, 248]
cell-amount: रू. 2,22,166/- दिनांक 05/07/2023 तक + ब्याज एवं अन्य खर्च bbox=[523, 667, 591, 712]
cell-property: मकान नंबर 160, सर्वे नंबर 412, प.ह.नं. 02, वार्ड नंबर 26, ग्राम मनवीड़ा डेरा, तह. नरसिंहगढ़, जिला-राजगढ़ (म.प्र.)-465669 bbox=[713, 894, 828, 940]
demand-table-left bbox=[250, 115, 591, 1335]
cell-dates: 05-07-2023 / 13-05-2023 bbox=[478, 845, 523, 890]
cell-dates: 05-07-2023 / 13-05-2023 bbox=[828, 525, 873, 571]
cell-borrower: रामेश्वर मीणा आ. लाल सिंह मीना (कर्ता) बैजंती मीना (सह-कर्ता), लोन एकाउंट नं. HLNLAPNCR0008862 bbox=[263, 444, 368, 489]
col-header-amount: दिनांक तक बकाया राशि bbox=[523, 115, 591, 132]
cell-dates: 05-07-2023 / 13-05-2023 bbox=[478, 311, 523, 356]
cell-amount: रू. 2,77,432/- दिनांक 05/07/2023 तक + ब्याज एवं अन्य खर्च bbox=[873, 1124, 943, 1170]
cell-borrower: नवीन सैनी आ. रेवाराम सैनी (कर्ता) श्रीमती पूजा बाई सैनी (सह-कर्ता), लोन एकाउंट नं. HLNLAPNCR0008725 bbox=[605, 1309, 713, 1355]
